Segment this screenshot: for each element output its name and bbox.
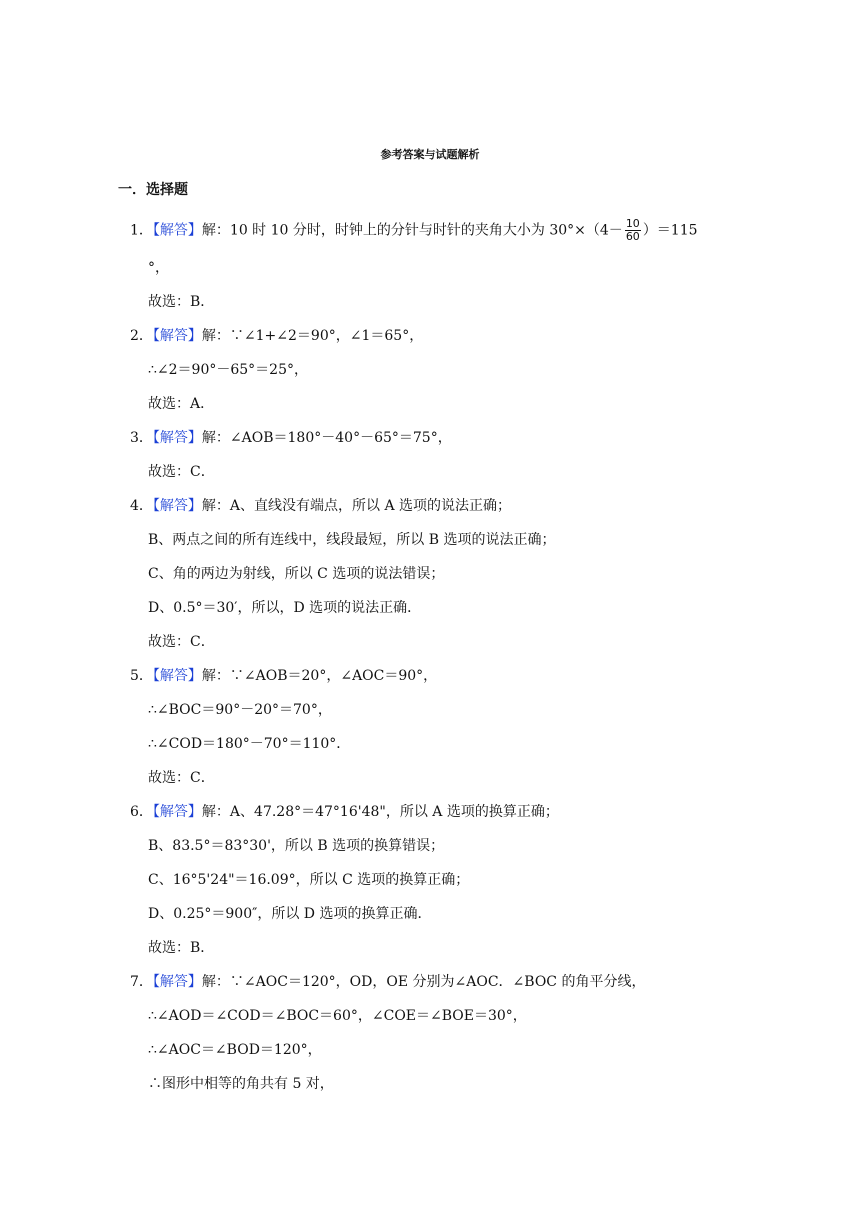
q2-number: 2． bbox=[130, 328, 153, 344]
q3-line-1 bbox=[130, 428, 452, 448]
q2-answer: 故选：A． bbox=[148, 396, 215, 412]
q1-line-2: °， bbox=[148, 260, 169, 276]
answer-tag: 【解答】 bbox=[152, 498, 202, 514]
q4-line-2: B、两点之间的所有连线中，线段最短，所以 B 选项的说法正确； bbox=[148, 532, 556, 548]
q5-answer: 故选：C． bbox=[148, 770, 215, 786]
q7-line-3: ∴∠AOC＝∠BOD＝120°， bbox=[148, 1042, 322, 1058]
q2-line-1 bbox=[130, 326, 423, 346]
q5-text: 解：∵∠AOB＝20°，∠AOC＝90°， bbox=[201, 668, 438, 684]
q7-text: 解：∵∠AOC＝120°，OD，OE 分别为∠AOC．∠BOC 的角平分线， bbox=[201, 974, 646, 990]
q7-line-2: ∴∠AOD＝∠COD＝∠BOC＝60°，∠COE＝∠BOE＝30°， bbox=[148, 1008, 527, 1024]
answer-tag: 【解答】 bbox=[152, 430, 202, 446]
q7-line-4: ∴图形中相等的角共有 5 对， bbox=[148, 1076, 334, 1092]
q6-line-1 bbox=[130, 802, 559, 822]
fraction-numerator: 10 bbox=[625, 217, 640, 230]
fraction bbox=[625, 218, 641, 243]
answer-tag: 【解答】 bbox=[152, 668, 202, 684]
q4-line-3: C、角的两边为射线，所以 C 选项的说法错误； bbox=[148, 566, 445, 582]
q2-text: 解：∵∠1+∠2＝90°，∠1＝65°， bbox=[201, 328, 424, 344]
q7-line-1 bbox=[130, 972, 645, 992]
q2-line-2: ∴∠2＝90°－65°＝25°， bbox=[148, 362, 308, 378]
q4-number: 4． bbox=[130, 498, 153, 514]
q3-answer: 故选：C． bbox=[148, 464, 215, 480]
q6-number: 6． bbox=[130, 804, 153, 820]
page-title: 参考答案与试题解析 bbox=[380, 148, 480, 161]
answer-tag: 【解答】 bbox=[152, 222, 202, 239]
answer-tag: 【解答】 bbox=[152, 804, 202, 820]
q3-number: 3． bbox=[130, 430, 153, 446]
answer-tag: 【解答】 bbox=[152, 974, 202, 990]
q4-line-1 bbox=[130, 496, 511, 516]
q1-text-end: ）＝115 bbox=[642, 222, 698, 239]
q1-text: 解：10 时 10 分时，时钟上的分针与时针的夹角大小为 30°×（4－ bbox=[201, 222, 623, 239]
q1-answer: 故选：B． bbox=[148, 294, 215, 310]
q5-line-2: ∴∠BOC＝90°－20°＝70°， bbox=[148, 702, 332, 718]
q6-answer: 故选：B． bbox=[148, 940, 215, 956]
q6-line-2: B、83.5°＝83°30'，所以 B 选项的换算错误； bbox=[148, 838, 445, 854]
q5-line-3: ∴∠COD＝180°－70°＝110°． bbox=[148, 736, 351, 752]
section-heading: 一．选择题 bbox=[118, 182, 188, 198]
q3-text: 解：∠AOB＝180°－40°－65°＝75°， bbox=[201, 430, 452, 446]
q5-line-1 bbox=[130, 666, 437, 686]
q7-number: 7． bbox=[130, 974, 153, 990]
q1-line-1 bbox=[130, 217, 698, 243]
q4-line-4: D、0.5°＝30′，所以，D 选项的说法正确． bbox=[148, 600, 422, 616]
q6-line-3: C、16°5'24"＝16.09°，所以 C 选项的换算正确； bbox=[148, 872, 470, 888]
q6-text: 解：A、47.28°＝47°16'48"，所以 A 选项的换算正确； bbox=[201, 804, 559, 820]
q6-line-4: D、0.25°＝900″，所以 D 选项的换算正确． bbox=[148, 906, 432, 922]
fraction-denominator: 60 bbox=[625, 230, 640, 243]
q4-text: 解：A、直线没有端点，所以 A 选项的说法正确； bbox=[201, 498, 512, 514]
q1-number: 1． bbox=[130, 222, 153, 239]
q4-answer: 故选：C． bbox=[148, 634, 215, 650]
answer-tag: 【解答】 bbox=[152, 328, 202, 344]
q5-number: 5． bbox=[130, 668, 153, 684]
